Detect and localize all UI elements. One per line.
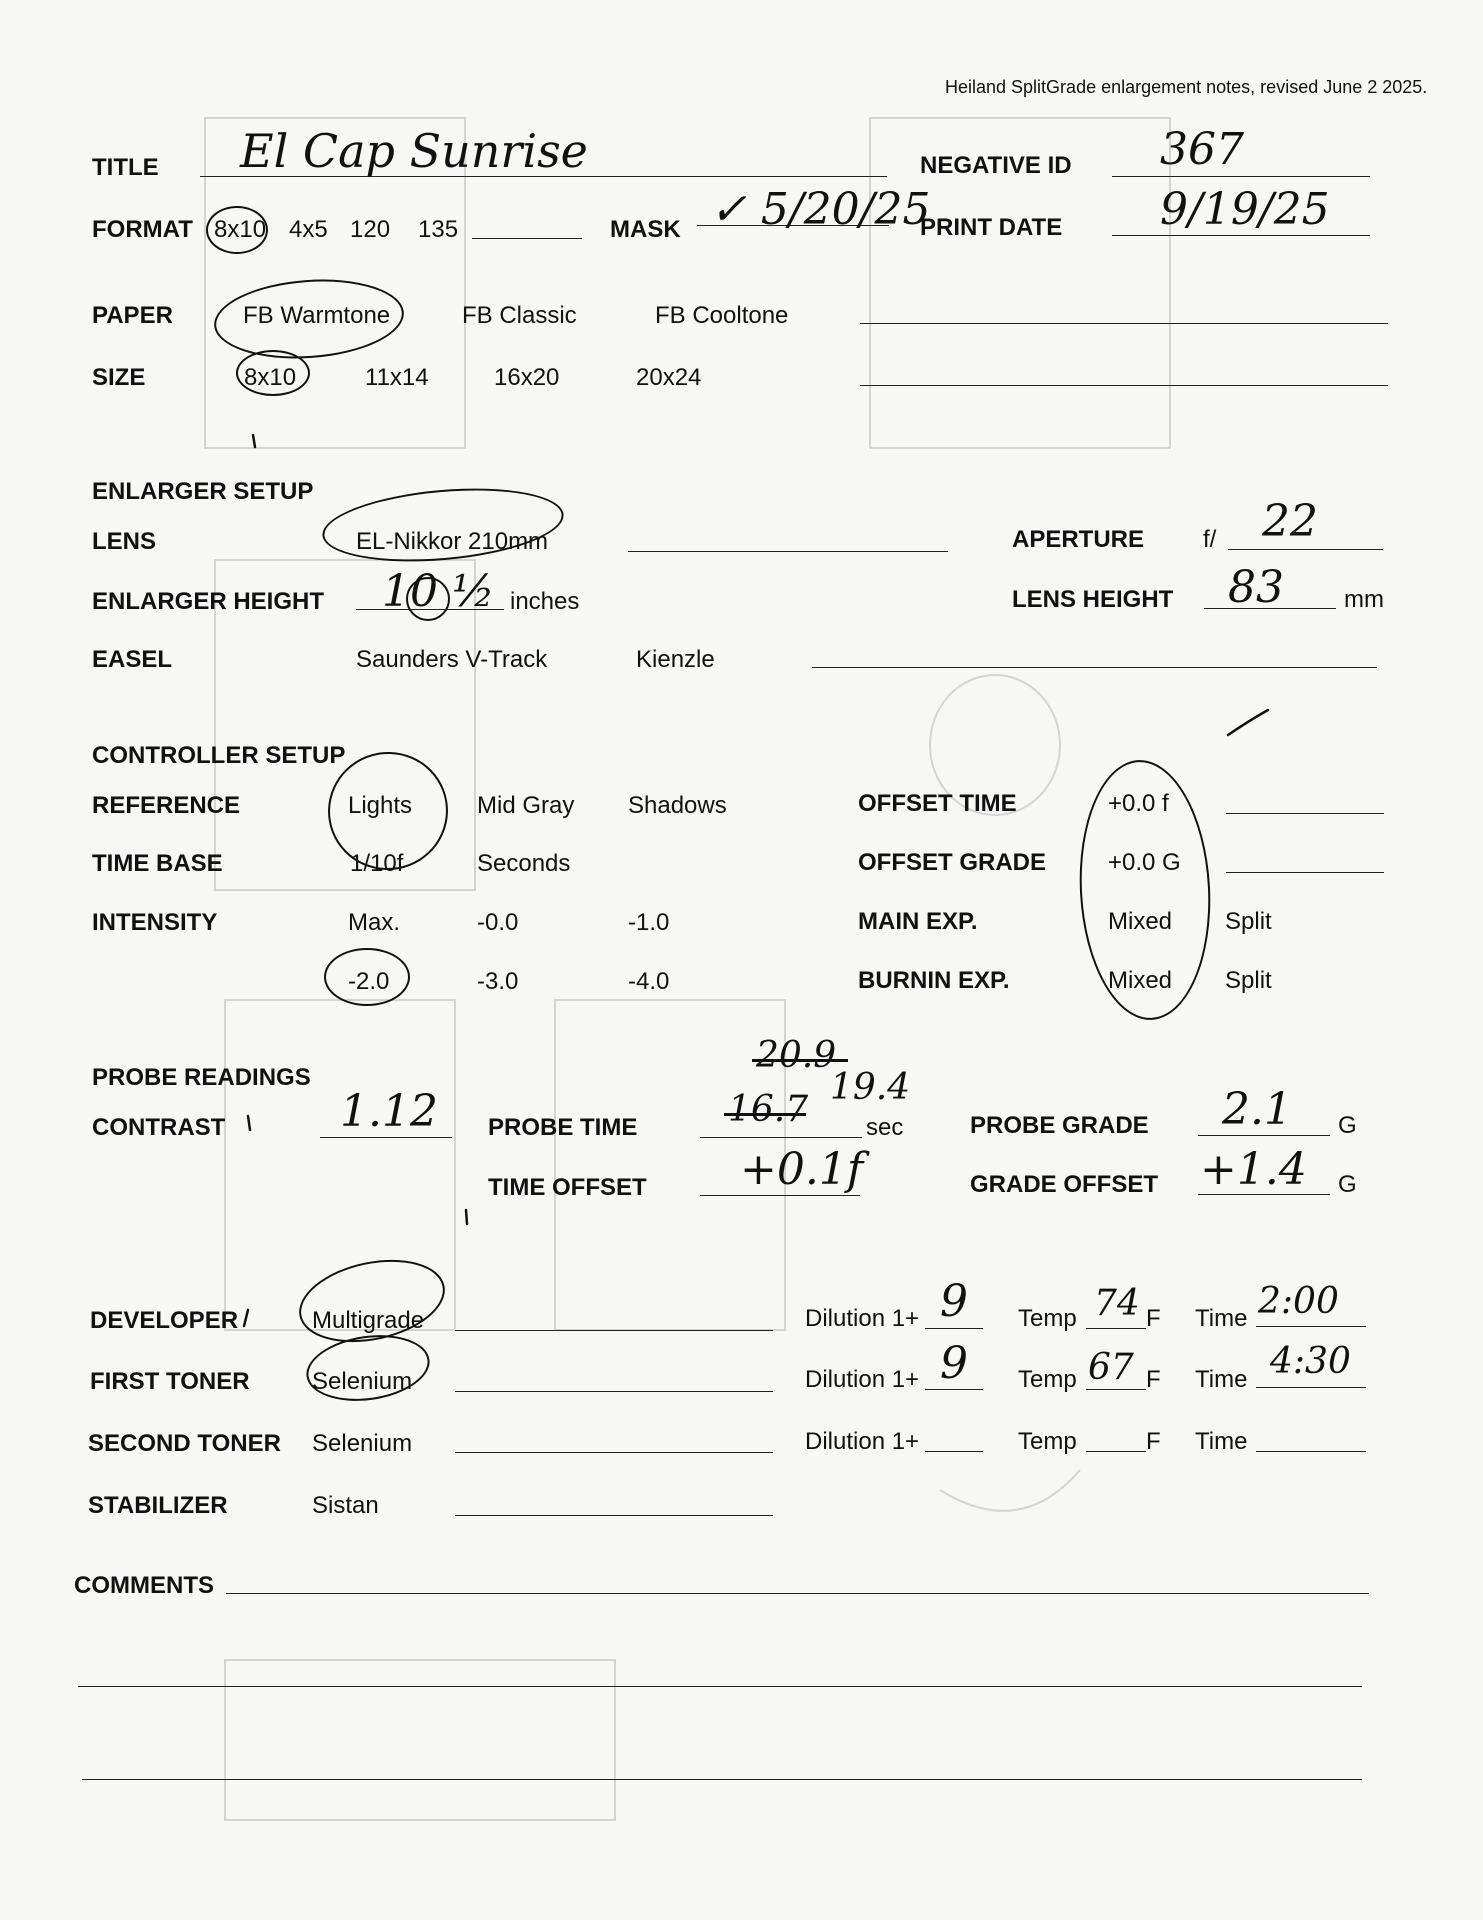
print-date-value: 9/19/25 — [1160, 184, 1330, 235]
paper-label: PAPER — [92, 302, 173, 329]
lens-label: LENS — [92, 528, 157, 555]
intensity-selection-circle — [324, 948, 410, 1006]
stabilizer-label: STABILIZER — [88, 1492, 228, 1519]
intensity-option-4[interactable]: -4.0 — [628, 968, 670, 995]
probe-grade-unit: G — [1338, 1112, 1357, 1139]
offset-time-field[interactable] — [1226, 813, 1384, 814]
size-option-20x24[interactable]: 20x24 — [636, 364, 702, 391]
first-toner-other-field[interactable] — [455, 1391, 773, 1392]
main-exp-label: MAIN EXP. — [858, 908, 978, 935]
developer-temp-value: 74 — [1094, 1283, 1140, 1324]
probe-time-field[interactable] — [700, 1137, 862, 1138]
offset-grade-field[interactable] — [1226, 872, 1384, 873]
format-label: FORMAT — [92, 216, 193, 243]
title-label: TITLE — [92, 154, 159, 181]
first-toner-dilution-value: 9 — [940, 1338, 968, 1389]
probe-time-strikethrough-1 — [752, 1059, 848, 1062]
first-toner-temp-field[interactable] — [1086, 1389, 1146, 1390]
controller-setup-heading: CONTROLLER SETUP — [92, 742, 346, 769]
developer-time-field[interactable] — [1256, 1326, 1366, 1327]
stabilizer-option-sistan[interactable]: Sistan — [312, 1492, 379, 1519]
negative-id-value: 367 — [1160, 124, 1244, 175]
contrast-label: CONTRAST — [92, 1114, 226, 1141]
paper-option-fb-classic[interactable]: FB Classic — [462, 302, 577, 329]
probe-time-struck-second: 16.7 — [728, 1089, 809, 1130]
size-option-8x10[interactable]: 8x10 — [244, 364, 297, 391]
developer-time-label: Time — [1195, 1305, 1248, 1332]
first-toner-label: FIRST TONER — [90, 1368, 250, 1395]
negative-id-field[interactable] — [1112, 176, 1370, 177]
developer-dilution-field[interactable] — [925, 1328, 983, 1329]
second-toner-time-label: Time — [1195, 1428, 1248, 1455]
probe-grade-label: PROBE GRADE — [970, 1112, 1149, 1139]
probe-grade-field[interactable] — [1198, 1135, 1330, 1136]
developer-time-value: 2:00 — [1258, 1281, 1339, 1322]
exposure-mode-selection-circle — [1073, 757, 1216, 1023]
time-base-label: TIME BASE — [92, 850, 223, 877]
time-offset-value: +0.1f — [740, 1144, 864, 1195]
easel-option-saunders[interactable]: Saunders V-Track — [356, 646, 548, 673]
first-toner-dilution-label: Dilution 1+ — [805, 1366, 920, 1393]
developer-temp-label: Temp — [1018, 1305, 1077, 1332]
print-date-label: PRINT DATE — [920, 214, 1063, 241]
intensity-option-1[interactable]: -1.0 — [628, 909, 670, 936]
developer-temp-unit: F — [1146, 1305, 1161, 1332]
paper-option-fb-warmtone[interactable]: FB Warmtone — [243, 302, 391, 329]
aperture-label: APERTURE — [1012, 526, 1145, 553]
sec-unit: sec — [866, 1114, 904, 1141]
comments-line-3[interactable] — [82, 1779, 1362, 1780]
developer-other-field[interactable] — [455, 1330, 773, 1331]
probe-grade-value: 2.1 — [1222, 1084, 1292, 1135]
first-toner-option-selenium[interactable]: Selenium — [312, 1368, 413, 1395]
probe-time-label: PROBE TIME — [488, 1114, 638, 1141]
enlarger-setup-heading: ENLARGER SETUP — [92, 478, 314, 505]
lens-height-label: LENS HEIGHT — [1012, 586, 1174, 613]
easel-option-kienzle[interactable]: Kienzle — [636, 646, 715, 673]
comments-line-1[interactable] — [226, 1593, 1369, 1594]
intensity-option-3[interactable]: -3.0 — [477, 968, 519, 995]
time-base-option-seconds[interactable]: Seconds — [477, 850, 571, 877]
main-exp-option-mixed[interactable]: Mixed — [1108, 908, 1173, 935]
reference-option-shadows[interactable]: Shadows — [628, 792, 727, 819]
developer-dilution-label: Dilution 1+ — [805, 1305, 920, 1332]
inches-unit: inches — [510, 588, 580, 615]
paper-option-fb-cooltone[interactable]: FB Cooltone — [655, 302, 789, 329]
contrast-value: 1.12 — [340, 1086, 438, 1137]
second-toner-temp-unit: F — [1146, 1428, 1161, 1455]
aperture-value: 22 — [1262, 496, 1318, 547]
second-toner-other-field[interactable] — [455, 1452, 773, 1453]
format-option-8x10[interactable]: 8x10 — [214, 216, 267, 243]
mm-unit: mm — [1344, 586, 1384, 613]
probe-time-value: 19.4 — [830, 1067, 911, 1108]
easel-label: EASEL — [92, 646, 173, 673]
reference-option-lights[interactable]: Lights — [348, 792, 413, 819]
mask-label: MASK — [610, 216, 681, 243]
time-base-option-tenth-f[interactable]: 1/10f — [350, 850, 404, 877]
reference-label: REFERENCE — [92, 792, 241, 819]
offset-time-label: OFFSET TIME — [858, 790, 1017, 817]
stabilizer-other-field[interactable] — [455, 1515, 773, 1516]
intensity-option-0[interactable]: -0.0 — [477, 909, 519, 936]
enlarger-height-circled-digit — [406, 577, 450, 621]
intensity-option-max[interactable]: Max. — [348, 909, 401, 936]
lens-selection-circle — [319, 480, 566, 571]
aperture-field[interactable] — [1228, 549, 1383, 550]
second-toner-dilution-field[interactable] — [925, 1451, 983, 1452]
developer-temp-field[interactable] — [1086, 1328, 1146, 1329]
probe-time-struck-first: 20.9 — [756, 1035, 837, 1076]
second-toner-label: SECOND TONER — [88, 1430, 281, 1457]
size-option-11x14[interactable]: 11x14 — [365, 364, 429, 391]
first-toner-selection-circle — [302, 1328, 434, 1409]
contrast-field[interactable] — [320, 1137, 452, 1138]
time-offset-field[interactable] — [700, 1195, 860, 1196]
offset-time-option-default[interactable]: +0.0 f — [1108, 790, 1169, 817]
negative-id-label: NEGATIVE ID — [920, 152, 1072, 179]
offset-grade-option-default[interactable]: +0.0 G — [1108, 849, 1181, 876]
developer-dilution-value: 9 — [940, 1276, 968, 1327]
burnin-exp-option-split[interactable]: Split — [1225, 967, 1272, 994]
comments-line-2[interactable] — [78, 1686, 1362, 1687]
title-value: El Cap Sunrise — [240, 124, 588, 178]
lens-height-value: 83 — [1228, 562, 1284, 613]
grade-offset-value: +1.4 — [1200, 1144, 1307, 1195]
first-toner-time-value: 4:30 — [1270, 1341, 1351, 1382]
lens-option-el-nikkor[interactable]: EL-Nikkor 210mm — [356, 528, 549, 555]
main-exp-option-split[interactable]: Split — [1225, 908, 1272, 935]
intensity-label: INTENSITY — [92, 909, 218, 936]
lens-other-field[interactable] — [628, 551, 948, 552]
developer-label: DEVELOPER — [90, 1307, 239, 1334]
second-toner-dilution-label: Dilution 1+ — [805, 1428, 920, 1455]
mask-value: ✓ 5/20/25 — [710, 184, 931, 235]
burnin-exp-label: BURNIN EXP. — [858, 967, 1010, 994]
size-label: SIZE — [92, 364, 146, 391]
first-toner-temp-unit: F — [1146, 1366, 1161, 1393]
first-toner-temp-value: 67 — [1088, 1347, 1134, 1388]
format-other-field[interactable] — [472, 238, 582, 239]
enlarger-height-label: ENLARGER HEIGHT — [92, 588, 325, 615]
first-toner-dilution-field[interactable] — [925, 1389, 983, 1390]
format-option-4x5[interactable]: 4x5 — [289, 216, 328, 243]
probe-time-strikethrough-2 — [724, 1113, 806, 1116]
second-toner-temp-label: Temp — [1018, 1428, 1077, 1455]
header-note: Heiland SplitGrade enlargement notes, revised June 2 2025. — [945, 77, 1428, 97]
offset-grade-label: OFFSET GRADE — [858, 849, 1047, 876]
second-toner-temp-field[interactable] — [1086, 1451, 1146, 1452]
time-offset-label: TIME OFFSET — [488, 1174, 647, 1201]
first-toner-time-label: Time — [1195, 1366, 1248, 1393]
size-other-field[interactable] — [860, 385, 1388, 386]
enlarger-height-value: 10 ½ — [382, 566, 495, 617]
easel-other-field[interactable] — [812, 667, 1377, 668]
second-toner-time-field[interactable] — [1256, 1451, 1366, 1452]
first-toner-temp-label: Temp — [1018, 1366, 1077, 1393]
format-selection-circle — [206, 206, 268, 254]
burnin-exp-option-mixed[interactable]: Mixed — [1108, 967, 1173, 994]
paper-selection-circle — [212, 273, 407, 364]
grade-offset-unit: G — [1338, 1171, 1357, 1198]
first-toner-time-field[interactable] — [1256, 1387, 1366, 1388]
second-toner-option-selenium[interactable]: Selenium — [312, 1430, 413, 1457]
size-option-16x20[interactable]: 16x20 — [494, 364, 560, 391]
paper-other-field[interactable] — [860, 323, 1388, 324]
size-selection-circle — [236, 350, 310, 396]
reference-option-mid-gray[interactable]: Mid Gray — [477, 792, 575, 819]
format-option-120[interactable]: 120 — [350, 216, 391, 243]
grade-offset-label: GRADE OFFSET — [970, 1171, 1159, 1198]
print-date-field[interactable] — [1112, 235, 1370, 236]
comments-label: COMMENTS — [74, 1572, 214, 1599]
probe-readings-heading: PROBE READINGS — [92, 1064, 311, 1091]
intensity-option-2[interactable]: -2.0 — [348, 968, 390, 995]
developer-option-multigrade[interactable]: Multigrade — [312, 1307, 425, 1334]
format-option-135[interactable]: 135 — [418, 216, 459, 243]
aperture-prefix: f/ — [1203, 526, 1217, 553]
